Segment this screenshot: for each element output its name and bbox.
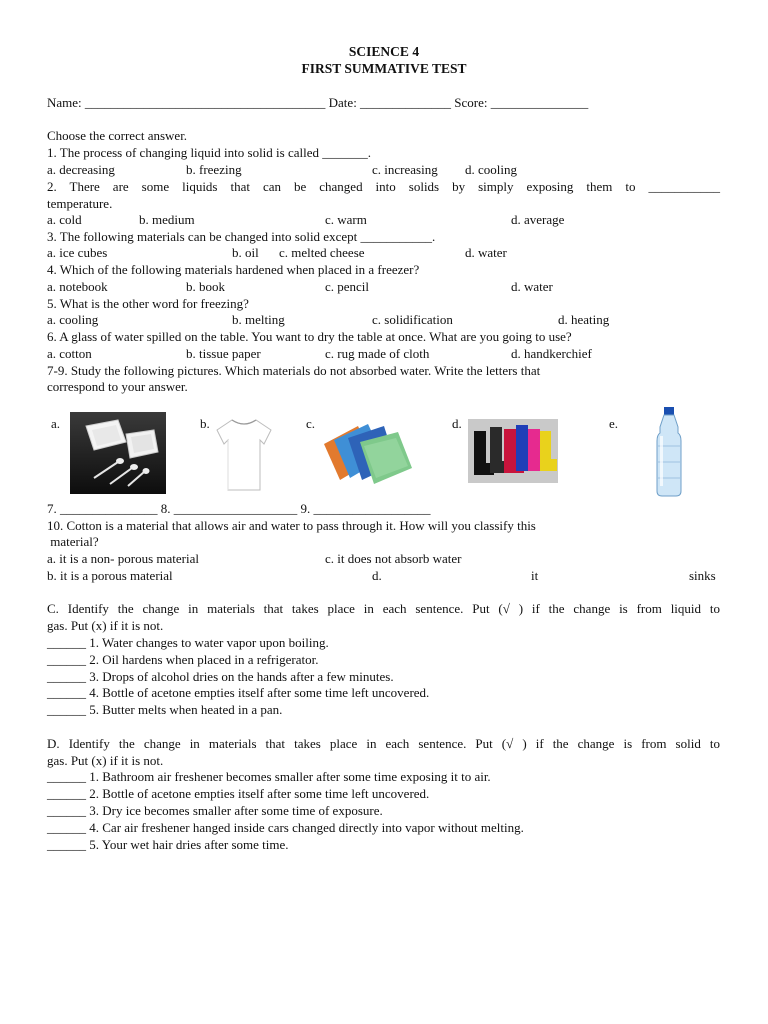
q5-option-d: d. heating [558, 312, 610, 327]
q4-option-a: a. notebook [47, 279, 108, 294]
q3-option-d: d. water [465, 245, 507, 260]
q1-option-b: b. freezing [186, 162, 242, 177]
picture-label-a: a. [51, 416, 61, 431]
q2-option-a: a. cold [47, 212, 82, 227]
section-c-directions-cont: gas. Put (x) if it is not. [47, 618, 164, 633]
question-5: 5. What is the other word for freezing? [47, 296, 249, 311]
cloth-towels-icon [322, 420, 414, 488]
section-d-directions: D. Identify the change in materials that takes place in each sentence. Put (√ ) if the change is from solid to [47, 736, 720, 751]
q2-option-b: b. medium [139, 212, 195, 227]
q6-option-d: d. handkerchief [511, 346, 592, 361]
section-c-item-5: ______ 5. Butter melts when heated in a pan. [47, 702, 283, 717]
section-d-directions-cont: gas. Put (x) if it is not. [47, 753, 164, 768]
section-d-item-2: ______ 2. Bottle of acetone empties itself after some time left uncovered. [47, 786, 430, 801]
q4-option-d: d. water [511, 279, 553, 294]
q6-option-c: c. rug made of cloth [325, 346, 430, 361]
q10-option-c: c. it does not absorb water [325, 551, 462, 566]
q3-option-c: c. melted cheese [279, 245, 365, 260]
q5-option-c: c. solidification [372, 312, 453, 327]
section-c-item-2: ______ 2. Oil hardens when placed in a refrigerator. [47, 652, 319, 667]
q6-option-b: b. tissue paper [186, 346, 261, 361]
q2-option-c: c. warm [325, 212, 367, 227]
picture-label-e: e. [609, 416, 619, 431]
answer-blanks-7-9: 7. _______________ 8. ___________________ 9. __________________ [47, 501, 431, 516]
question-7-9-cont: correspond to your answer. [47, 379, 188, 394]
question-4: 4. Which of the following materials hardened when placed in a freezer? [47, 262, 420, 277]
q3-option-a: a. ice cubes [47, 245, 108, 260]
q1-option-c: c. increasing [372, 162, 438, 177]
question-10: 10. Cotton is a material that allows air and water to pass through it. How will you classify this [47, 518, 536, 533]
question-2-cont: temperature. [47, 196, 113, 211]
plastic-bottle-icon [648, 406, 690, 498]
section-d-item-4: ______ 4. Car air freshener hanged inside cars changed directly into vapor without melting. [47, 820, 524, 835]
question-7-9: 7-9. Study the following pictures. Which materials do not absorbed water. Write the letters that [47, 363, 541, 378]
question-6: 6. A glass of water spilled on the table. You want to dry the table at once. What are you going to use? [47, 329, 572, 344]
q1-option-d: d. cooling [465, 162, 517, 177]
section-c-directions: C. Identify the change in materials that takes place in each sentence. Put (√ ) if the change is from liquid to [47, 601, 720, 616]
q10-option-d-word1: it [531, 568, 539, 583]
q3-option-b: b. oil [232, 245, 259, 260]
section-c-item-4: ______ 4. Bottle of acetone empties itself after some time left uncovered. [47, 685, 430, 700]
q5-option-b: b. melting [232, 312, 285, 327]
q6-option-a: a. cotton [47, 346, 92, 361]
question-10-cont: material? [47, 534, 99, 549]
tshirt-icon [215, 416, 273, 492]
q10-option-d-word2: sinks [689, 568, 716, 583]
plastic-plates-cutlery-icon [70, 412, 166, 494]
q10-option-b: b. it is a porous material [47, 568, 173, 583]
title-line1: SCIENCE 4 [348, 44, 420, 59]
picture-label-d: d. [452, 416, 462, 431]
q4-option-b: b. book [186, 279, 225, 294]
q1-option-a: a. decreasing [47, 162, 115, 177]
q5-option-a: a. cooling [47, 312, 99, 327]
picture-label-c: c. [306, 416, 316, 431]
rain-boots-icon [468, 419, 558, 483]
section-d-item-5: ______ 5. Your wet hair dries after some time. [47, 837, 289, 852]
title-line2: FIRST SUMMATIVE TEST [301, 61, 467, 76]
q2-option-d: d. average [511, 212, 565, 227]
question-1: 1. The process of changing liquid into solid is called _______. [47, 145, 371, 160]
name-date-score-line: Name: _____________________________________ Date: ______________ Score: _______________ [47, 95, 589, 110]
section-d-item-1: ______ 1. Bathroom air freshener becomes smaller after some time exposing it to air. [47, 769, 491, 784]
picture-label-b: b. [200, 416, 210, 431]
q10-option-a: a. it is a non- porous material [47, 551, 199, 566]
section-c-item-1: ______ 1. Water changes to water vapor upon boiling. [47, 635, 329, 650]
question-3: 3. The following materials can be changed into solid except ___________. [47, 229, 436, 244]
question-2: 2. There are some liquids that can be changed into solids by simply exposing them to ___________ [47, 179, 720, 194]
section-c-item-3: ______ 3. Drops of alcohol dries on the hands after a few minutes. [47, 669, 394, 684]
q4-option-c: c. pencil [325, 279, 370, 294]
directions-a: Choose the correct answer. [47, 128, 188, 143]
section-d-item-3: ______ 3. Dry ice becomes smaller after some time of exposure. [47, 803, 383, 818]
q10-option-d-letter: d. [372, 568, 382, 583]
